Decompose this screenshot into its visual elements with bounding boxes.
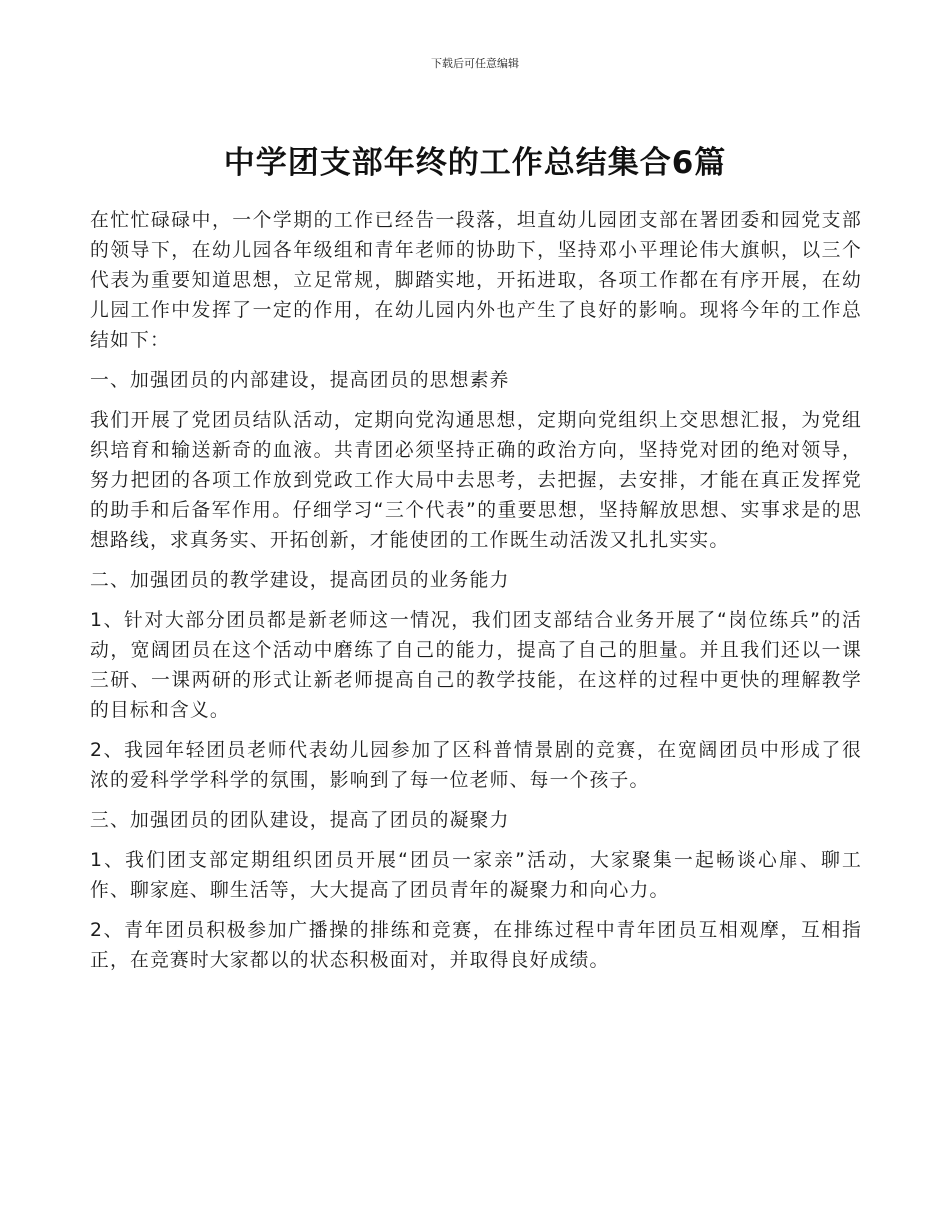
section-heading-2: 二、加强团员的教学建设，提高团员的业务能力 xyxy=(90,570,510,591)
header-note: 下载后可任意编辑 xyxy=(431,57,519,70)
section-1-paragraph: 我们开展了党团员结队活动，定期向党沟通思想，定期向党组织上交思想汇报，为党组织培育和输送新奇的血液。共青团必须坚持正确的政治方向，坚持党对团的绝对领导，努力把团的各项工作放到党政工作大局中去思考，去把握，去安排，才能在真正发挥党的助手和后备军作用。仔细学习“三个代表”的重要思想，坚持解放思想、实事求是的思想路线，求真务实、开拓创新，才能使团的工作既生动活泼又扎扎实实。 xyxy=(90,410,862,551)
document-title: 中学团支部年终的工作总结集合6篇 xyxy=(223,145,727,181)
document-body xyxy=(90,206,862,986)
section-3-item-1: 1、我们团支部定期组织团员开展“团员一家亲”活动，大家聚集一起畅谈心扉、聊工作、聊家庭、聊生活等，大大提高了团员青年的凝聚力和向心力。 xyxy=(90,850,862,901)
section-2-item-2: 2、我园年轻团员老师代表幼儿园参加了区科普情景剧的竞赛，在宽阔团员中形成了很浓的爱科学学科学的氛围，影响到了每一位老师、每一个孩子。 xyxy=(90,740,862,791)
section-3-item-2: 2、青年团员积极参加广播操的排练和竞赛，在排练过程中青年团员互相观摩，互相指正，在竞赛时大家都以的状态积极面对，并取得良好成绩。 xyxy=(90,920,862,971)
intro-paragraph: 在忙忙碌碌中，一个学期的工作已经告一段落，坦直幼儿园团支部在署团委和园党支部的领导下，在幼儿园各年级组和青年老师的协助下，坚持邓小平理论伟大旗帜，以三个代表为重要知道思想，立足常规，脚踏实地，开拓进取，各项工作都在有序开展，在幼儿园工作中发挥了一定的作用，在幼儿园内外也产生了良好的影响。现将今年的工作总结如下： xyxy=(90,210,862,351)
section-heading-1: 一、加强团员的内部建设，提高团员的思想素养 xyxy=(90,370,510,391)
section-heading-3: 三、加强团员的团队建设，提高了团员的凝聚力 xyxy=(90,810,510,831)
section-2-item-1: 1、针对大部分团员都是新老师这一情况，我们团支部结合业务开展了“岗位练兵”的活动，宽阔团员在这个活动中磨练了自己的能力，提高了自己的胆量。并且我们还以一课三研、一课两研的形式让新老师提高自己的教学技能，在这样的过程中更快的理解教学的目标和含义。 xyxy=(90,610,862,721)
